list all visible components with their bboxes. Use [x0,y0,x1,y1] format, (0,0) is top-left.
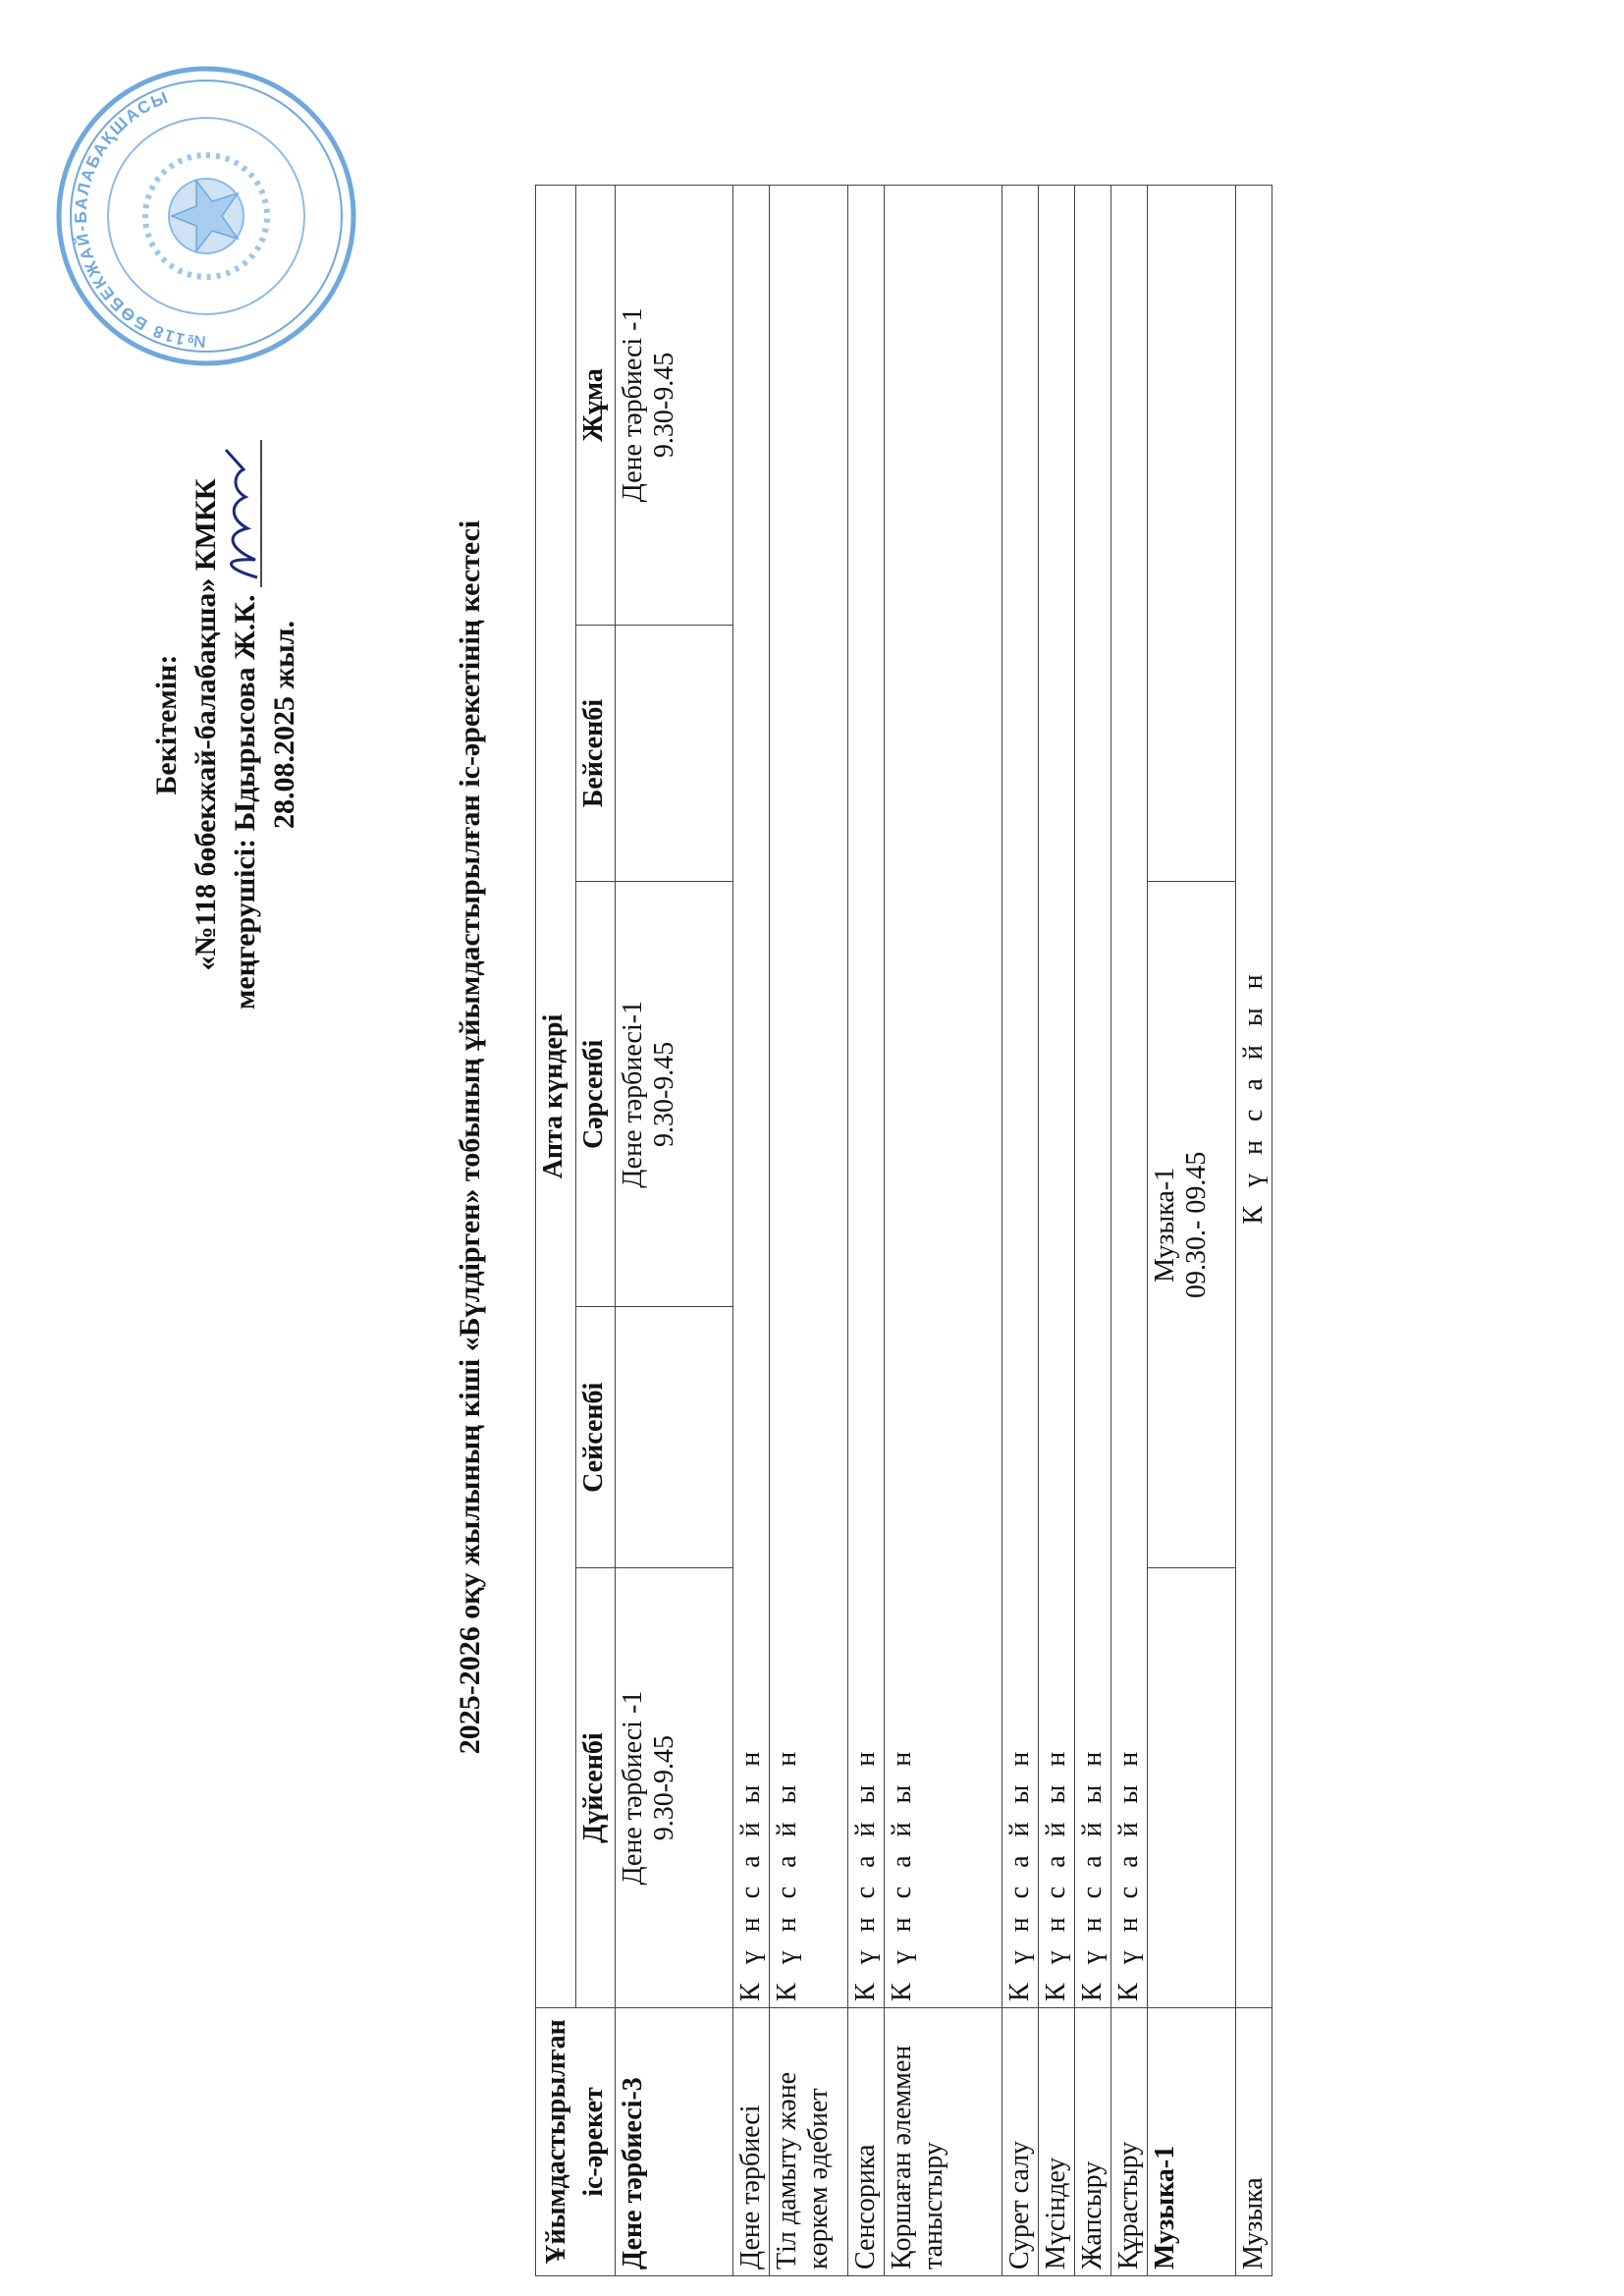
cell-monday-empty [1148,1568,1236,2008]
row-label: Жапсыру [1075,2008,1111,2276]
table-header-row-2 [575,186,616,2276]
row-label: Қоршаған әлеммен таныстыру [885,2008,1002,2276]
row-value: К ү н с а й ы н [733,186,770,2008]
row-value: К ү н с а й ы н [1075,186,1111,2008]
approval-block [147,371,304,1078]
row-label: Музыка [1236,2008,1272,2276]
approval-line-3 [226,371,265,1078]
row-value: К ү н с а й ы н [1002,186,1039,2008]
row-label-pe3: Дене тәрбиесі-3 [616,2008,733,2276]
row-value: К ү н с а й ы н [770,186,848,2008]
row-value: К ү н с а й ы н [1236,186,1272,2008]
day-header-wednesday: Сәрсенбі [575,882,616,1307]
table-row [885,186,1002,2276]
table-row [1111,186,1148,2276]
table-row [1039,186,1075,2276]
day-header-friday: Жұма [575,186,616,626]
row-label: Сенсорика [848,2008,885,2276]
table-row [848,186,885,2276]
approval-date: 28.08.2025 жыл. [268,621,300,830]
cell-friday-pe: Дене тәрбиесі -1 9.30-9.45 [616,186,733,626]
signature-image [232,440,265,587]
cell-wednesday-pe: Дене тәрбиесі-1 9.30-9.45 [616,882,733,1307]
activity-column-header: Ұйымдастырылған іс-әрекет [536,2008,616,2276]
table-row [1148,186,1236,2276]
row-value: К ү н с а й ы н [1039,186,1075,2008]
row-label: Тіл дамыту және көркем әдебиет [770,2008,848,2276]
cell-music-empty [1148,186,1236,882]
page-title: 2025-2026 оқу жылының кіші «Бүлдірген» тобының ұйымдастырылған іс-әрекетінің кестесі [454,519,486,1755]
row-value: К ү н с а й ы н [885,186,1002,2008]
week-days-header: Апта күндері [536,186,576,2008]
approval-head-name: меңгерушісі: Ыдырысова Ж.К. [229,594,261,1011]
cell-monday-pe: Дене тәрбиесі -1 9.30-9.45 [616,1568,733,2008]
official-seal-image [49,59,363,373]
table-row [1075,186,1111,2276]
cell-thursday-empty [616,625,733,882]
row-value: К ү н с а й ы н [1111,186,1148,2008]
seal-text: №118 БӨБЕКЖАЙ-БАЛАБАҚШАСЫ [71,87,207,352]
row-label: Мүсіндеу [1039,2008,1075,2276]
table-row [1236,186,1272,2276]
schedule-table [535,185,1272,2276]
cell-tuesday-empty [616,1307,733,1568]
table-row [1002,186,1039,2276]
row-label: Дене тәрбиесі [733,2008,770,2276]
row-value: К ү н с а й ы н [848,186,885,2008]
table-row [770,186,848,2276]
approval-line-1: Бекітемін: [150,654,183,795]
table-header-row-1 [536,186,576,2276]
day-header-monday: Дүйсенбі [575,1568,616,2008]
day-header-tuesday: Сейсенбі [575,1307,616,1568]
day-header-thursday: Бейсенбі [575,625,616,882]
row-label-music1: Музыка-1 [1148,2008,1236,2276]
row-label: Сурет салу [1002,2008,1039,2276]
table-row [733,186,770,2276]
table-row [616,186,733,2276]
approval-line-2: «№118 бөбекжай-балабақша» КМКК [189,478,222,971]
row-label: Құрастыру [1111,2008,1148,2276]
cell-music1: Музыка-1 09.30.- 09.45 [1148,882,1236,1568]
